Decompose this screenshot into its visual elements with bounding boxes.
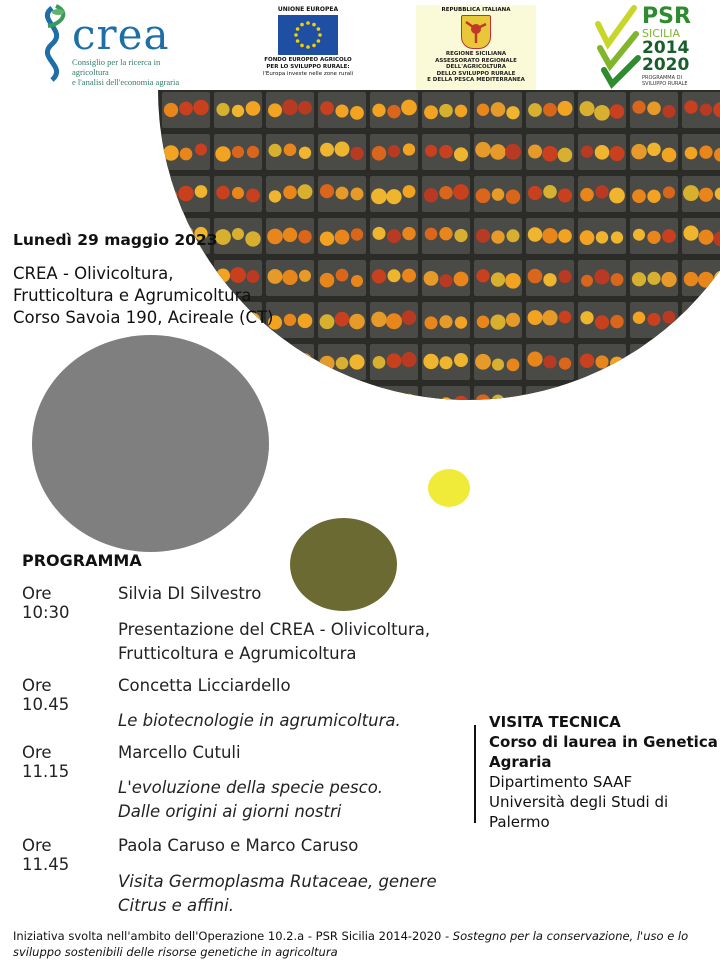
citrus-trays-grid <box>158 90 720 400</box>
citrus-fruit <box>610 104 625 119</box>
citrus-fruit <box>543 103 557 117</box>
venue-line-1: CREA - Olivicoltura, <box>13 264 174 283</box>
citrus-fruit <box>596 231 608 243</box>
citrus-fruit <box>559 311 572 324</box>
citrus-fruit <box>387 269 400 282</box>
citrus-fruit <box>542 146 558 162</box>
citrus-fruit <box>558 148 573 163</box>
citrus-fruit <box>528 144 542 158</box>
sic-line-2: ASSESSORATO REGIONALE <box>435 57 517 64</box>
programme-time: Ore 11.15 <box>22 743 70 781</box>
visit-university-line-1: Università degli Studi di <box>489 793 669 811</box>
citrus-collection-photo <box>158 0 720 400</box>
citrus-fruit <box>580 353 594 367</box>
citrus-fruit <box>439 104 453 118</box>
citrus-fruit <box>476 229 490 243</box>
programme-title: PROGRAMMA <box>22 551 142 570</box>
citrus-fruit <box>475 354 491 370</box>
citrus-fruit <box>491 102 506 117</box>
citrus-fruit <box>319 356 334 371</box>
sic-line-1: REGIONE SICILIANA <box>445 51 507 57</box>
crea-wordmark: crea <box>72 10 170 59</box>
technical-visit <box>489 712 719 832</box>
citrus-fruit <box>320 232 334 246</box>
citrus-fruit <box>269 190 281 202</box>
visit-course-line-1: Corso di laurea in Genetica <box>489 733 718 751</box>
citrus-fruit <box>215 146 230 161</box>
programme-desc-line-1: Visita Germoplasma Rutaceae, genere <box>118 872 437 891</box>
eu-fund-line-2: PER LO SVILUPPO RURALE: <box>266 64 350 70</box>
programme-desc-line-2: Citrus e affini. <box>118 896 234 915</box>
citrus-fruit <box>453 184 469 200</box>
citrus-fruit <box>372 227 385 240</box>
visit-course-line-2: Agraria <box>489 753 552 771</box>
citrus-fruit <box>662 353 676 367</box>
psr-sub-1: PROGRAMMA DI <box>642 75 682 81</box>
citrus-fruit <box>284 143 297 156</box>
citrus-fruit <box>505 144 521 160</box>
citrus-fruit <box>528 310 543 325</box>
visit-title: VISITA TECNICA <box>489 713 621 731</box>
citrus-fruit <box>247 357 259 369</box>
citrus-fruit <box>594 105 610 121</box>
venue-line-3: Corso Savoia 190, Acireale (CT) <box>13 308 274 327</box>
citrus-fruit <box>558 188 572 202</box>
citrus-fruit <box>401 100 417 116</box>
citrus-fruit <box>424 105 438 119</box>
citrus-fruit <box>633 229 645 241</box>
citrus-fruit <box>268 103 282 117</box>
citrus-fruit <box>424 271 439 286</box>
citrus-fruit <box>387 105 400 118</box>
citrus-fruit <box>491 272 505 286</box>
citrus-fruit <box>298 184 313 199</box>
citrus-fruit <box>543 185 557 199</box>
citrus-fruit <box>610 357 624 371</box>
citrus-fruit <box>543 355 556 368</box>
citrus-fruit <box>595 355 608 368</box>
citrus-fruit <box>193 100 209 116</box>
citrus-fruit <box>558 229 572 243</box>
citrus-fruit <box>684 272 698 286</box>
programme-description <box>118 870 468 918</box>
programme-desc-line-1: Presentazione del CREA - Olivicoltura, <box>118 620 431 639</box>
psr-sub-2: SVILUPPO RURALE <box>642 81 688 87</box>
citrus-fruit <box>216 103 229 116</box>
programme-speaker: Marcello Cutuli <box>118 743 241 762</box>
psr-year-end: 2020 <box>642 55 690 75</box>
citrus-fruit <box>662 105 675 118</box>
eu-fund-line-3: l'Europa investe nelle zone rurali <box>262 71 354 77</box>
citrus-fruit <box>475 142 491 158</box>
citrus-fruit <box>423 354 438 369</box>
eu-title: UNIONE EUROPEA <box>277 6 339 13</box>
citrus-fruit <box>439 315 452 328</box>
citrus-fruit <box>401 352 416 367</box>
citrus-fruit <box>425 145 437 157</box>
citrus-fruit <box>632 189 646 203</box>
crea-subtitle-line-1: Consiglio per la ricerca in agricoltura <box>72 57 161 77</box>
psr-title: PSR <box>642 4 691 29</box>
event-venue <box>13 263 333 329</box>
citrus-fruit <box>298 230 311 243</box>
citrus-fruit <box>402 227 415 240</box>
citrus-fruit <box>195 143 207 155</box>
citrus-fruit <box>648 354 661 367</box>
citrus-fruit <box>611 231 623 243</box>
citrus-fruit <box>335 104 348 117</box>
visit-university-line-2: Palermo <box>489 813 550 831</box>
citrus-fruit <box>336 187 349 200</box>
citrus-fruit <box>559 357 571 369</box>
citrus-fruit <box>268 144 281 157</box>
citrus-fruit <box>387 353 402 368</box>
citrus-fruit <box>506 106 519 119</box>
citrus-fruit <box>631 144 647 160</box>
citrus-fruit <box>698 272 714 288</box>
citrus-fruit <box>558 101 573 116</box>
citrus-fruit <box>595 315 609 329</box>
citrus-fruit <box>632 100 645 113</box>
citrus-fruit <box>685 353 698 366</box>
visit-department: Dipartimento SAAF <box>489 773 633 791</box>
citrus-fruit <box>402 310 417 325</box>
citrus-fruit <box>439 356 452 369</box>
citrus-fruit <box>528 269 543 284</box>
citrus-fruit <box>195 185 208 198</box>
citrus-fruit <box>372 269 386 283</box>
citrus-fruit <box>490 144 506 160</box>
citrus-fruit <box>542 310 557 325</box>
citrus-fruit <box>180 148 193 161</box>
citrus-fruit <box>439 227 452 240</box>
citrus-fruit <box>298 101 312 115</box>
citrus-fruit <box>647 272 660 285</box>
citrus-fruit <box>335 230 350 245</box>
citrus-fruit <box>267 229 283 245</box>
citrus-fruit <box>699 358 713 372</box>
citrus-fruit <box>661 272 676 287</box>
psr-year-start: 2014 <box>642 38 690 58</box>
citrus-fruit <box>283 228 297 242</box>
citrus-fruit <box>371 312 386 327</box>
sic-line-3: DELL'AGRICOLTURA <box>445 64 507 70</box>
dna-icon <box>32 4 72 82</box>
sic-line-4: DELLO SVILUPPO RURALE <box>436 70 516 77</box>
citrus-fruit <box>647 190 660 203</box>
citrus-fruit <box>372 146 387 161</box>
citrus-fruit <box>386 189 401 204</box>
citrus-fruit <box>245 231 260 246</box>
citrus-fruit <box>609 188 625 204</box>
citrus-fruit <box>454 272 469 287</box>
citrus-fruit <box>594 269 609 284</box>
programme-time: Ore 10.45 <box>22 676 70 714</box>
citrus-fruit <box>425 228 438 241</box>
citrus-fruit <box>490 314 505 329</box>
programme-description <box>118 618 468 666</box>
citrus-fruit <box>528 227 542 241</box>
citrus-fruit <box>351 275 363 287</box>
event-date: Lunedì 29 maggio 2023 <box>13 231 218 249</box>
citrus-fruit <box>335 312 350 327</box>
citrus-fruit <box>698 230 713 245</box>
footer-note <box>13 928 713 960</box>
citrus-fruit <box>282 99 298 115</box>
citrus-fruit <box>663 311 676 324</box>
citrus-fruit <box>684 100 697 113</box>
citrus-fruit <box>403 185 416 198</box>
citrus-fruit <box>663 186 675 198</box>
citrus-fruit <box>439 274 452 287</box>
citrus-fruit <box>580 188 594 202</box>
citrus-fruit <box>320 184 334 198</box>
citrus-fruit <box>372 104 385 117</box>
citrus-fruit <box>350 106 364 120</box>
programme-desc-line-1: Le biotecnologie in agrumicoltura. <box>118 711 401 730</box>
citrus-fruit <box>476 269 489 282</box>
citrus-fruit <box>477 316 490 329</box>
citrus-fruit <box>439 186 452 199</box>
citrus-fruit <box>424 316 437 329</box>
citrus-fruit <box>477 104 489 116</box>
yellow-circle <box>428 469 470 507</box>
citrus-fruit <box>386 313 402 329</box>
citrus-fruit <box>558 270 571 283</box>
citrus-fruit <box>283 356 296 369</box>
citrus-fruit <box>662 229 676 243</box>
eu-fund-line-1: FONDO EUROPEO AGRICOLO <box>264 57 352 63</box>
citrus-fruit <box>580 311 593 324</box>
citrus-fruit <box>683 226 698 241</box>
citrus-fruit <box>528 186 542 200</box>
citrus-fruit <box>611 273 624 286</box>
citrus-fruit <box>403 143 415 155</box>
programme-speaker: Silvia DI Silvestro <box>118 584 262 603</box>
citrus-fruit <box>247 146 259 158</box>
citrus-fruit <box>506 313 520 327</box>
sic-line-5: E DELLA PESCA MEDITERRANEA <box>427 77 525 83</box>
citrus-fruit <box>647 102 661 116</box>
citrus-fruit <box>387 229 401 243</box>
citrus-fruit <box>439 145 453 159</box>
citrus-fruit <box>349 354 364 369</box>
citrus-fruit <box>632 355 647 370</box>
citrus-fruit <box>528 103 542 117</box>
citrus-fruit <box>349 314 365 330</box>
citrus-fruit <box>542 228 557 243</box>
citrus-fruit <box>320 101 334 115</box>
citrus-fruit <box>507 358 520 371</box>
citrus-fruit <box>683 185 699 201</box>
programme-description <box>118 709 468 733</box>
sic-title: REPUBBLICA ITALIANA <box>441 7 511 13</box>
citrus-fruit <box>581 145 593 157</box>
citrus-fruit <box>647 313 660 326</box>
citrus-fruit <box>610 315 623 328</box>
programme-speaker: Concetta Licciardello <box>118 676 291 695</box>
citrus-fruit <box>232 146 244 158</box>
citrus-fruit <box>388 145 400 157</box>
citrus-fruit <box>178 186 194 202</box>
citrus-fruit <box>685 147 698 160</box>
citrus-fruit <box>402 269 416 283</box>
citrus-fruit <box>633 312 645 324</box>
citrus-fruit <box>336 357 349 370</box>
citrus-fruit <box>699 188 713 202</box>
programme-time: Ore 11.45 <box>22 836 70 874</box>
crea-subtitle-line-2: e l'analisi dell'economia agraria <box>72 77 180 87</box>
citrus-fruit <box>232 105 244 117</box>
citrus-fruit <box>662 148 677 163</box>
citrus-fruit <box>476 188 491 203</box>
citrus-fruit <box>492 359 504 371</box>
citrus-fruit <box>580 230 595 245</box>
footer-text: Iniziativa svolta nell'ambito dell'Operazione 10.2.a - PSR Sicilia 2014-2020 - <box>13 929 453 943</box>
programme-desc-line-1: L'evoluzione della specie pesco. <box>118 778 384 797</box>
citrus-fruit <box>684 312 698 326</box>
citrus-fruit <box>299 147 311 159</box>
citrus-fruit <box>700 316 713 329</box>
citrus-fruit <box>163 145 178 160</box>
visit-divider <box>474 725 476 823</box>
citrus-fruit <box>454 229 467 242</box>
venue-line-2: Frutticoltura e Agrumicoltura <box>13 286 252 305</box>
citrus-fruit <box>632 272 646 286</box>
programme-speaker: Paola Caruso e Marco Caruso <box>118 836 359 855</box>
citrus-fruit <box>609 146 624 161</box>
citrus-fruit <box>579 101 594 116</box>
citrus-fruit <box>505 273 521 289</box>
citrus-fruit <box>543 273 556 286</box>
citrus-fruit <box>350 147 363 160</box>
citrus-fruit <box>351 228 363 240</box>
citrus-fruit <box>216 186 230 200</box>
citrus-fruit <box>595 185 609 199</box>
programme-desc-line-2: Dalle origini ai giorni nostri <box>118 802 342 821</box>
citrus-fruit <box>491 230 504 243</box>
citrus-fruit <box>320 143 334 157</box>
citrus-fruit <box>454 353 468 367</box>
programme-time: Ore 10:30 <box>22 584 70 622</box>
citrus-fruit <box>424 188 438 202</box>
citrus-fruit <box>232 187 244 199</box>
citrus-fruit <box>492 188 505 201</box>
citrus-fruit <box>268 356 281 369</box>
citrus-fruit <box>595 145 610 160</box>
citrus-fruit <box>179 102 193 116</box>
citrus-fruit <box>373 356 386 369</box>
psr-region: SICILIA <box>642 27 681 40</box>
citrus-fruit <box>371 188 387 204</box>
citrus-fruit <box>506 190 520 204</box>
gray-circle <box>32 335 269 552</box>
programme-desc-line-2: Frutticoltura e Agrumicoltura <box>118 644 357 663</box>
citrus-fruit <box>506 229 519 242</box>
citrus-fruit <box>647 231 660 244</box>
citrus-fruit <box>647 143 660 156</box>
footer-italic-text: Sostegno per la conservazione, l'uso e lo sviluppo sostenibili delle risorse genetiche in agricoltura <box>13 929 689 959</box>
citrus-fruit <box>246 101 261 116</box>
citrus-fruit <box>165 190 178 203</box>
citrus-fruit <box>454 147 468 161</box>
citrus-fruit <box>699 146 712 159</box>
citrus-fruit <box>164 103 178 117</box>
citrus-fruit <box>455 105 468 118</box>
citrus-fruit <box>336 269 349 282</box>
citrus-fruit <box>455 316 467 328</box>
citrus-fruit <box>581 275 593 287</box>
citrus-fruit <box>246 189 260 203</box>
citrus-fruit <box>700 103 712 115</box>
citrus-fruit <box>298 353 311 366</box>
citrus-fruit <box>283 186 297 200</box>
citrus-fruit <box>334 142 349 157</box>
olive-circle <box>290 518 397 611</box>
citrus-fruit <box>351 187 364 200</box>
citrus-fruit <box>232 228 244 240</box>
programme-description <box>118 776 468 824</box>
citrus-fruit <box>527 352 542 367</box>
